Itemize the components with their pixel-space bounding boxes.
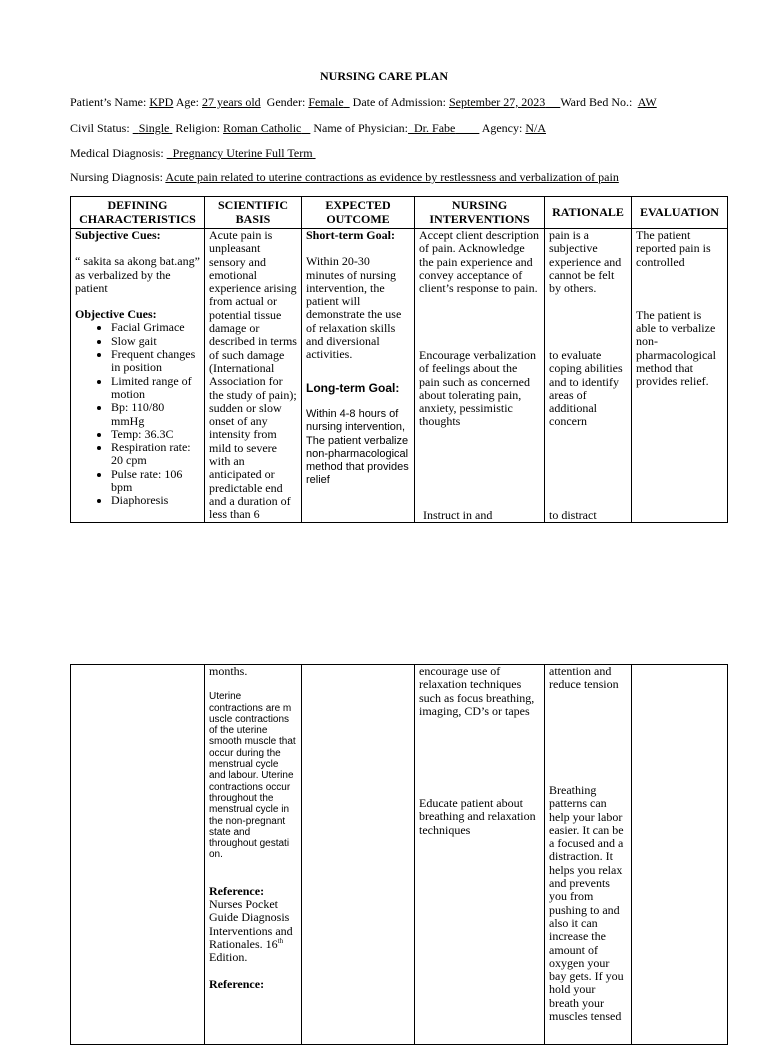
- defining-characteristics-cell-cont: [71, 665, 205, 1045]
- rationale-distract: to distract: [549, 508, 597, 522]
- civil-status-label: Civil Status:: [70, 121, 130, 135]
- rationale-cell: [545, 229, 632, 523]
- rationale-distract-cont: attention and reduce tension: [549, 664, 619, 692]
- rationale-cell-cont: [545, 665, 632, 1045]
- list-item: • Facial Grimace: [111, 321, 200, 334]
- reference-label-2: Reference:: [209, 976, 265, 991]
- nursing-diagnosis-value: Acute pain related to uterine contractions as evidence by restlessness and verbalization of pain: [165, 170, 619, 184]
- evaluation-cell-cont: [632, 665, 728, 1045]
- gender-label: Gender:: [266, 95, 306, 109]
- evaluation-pain-controlled: The patient reported pain is controlled: [636, 228, 711, 269]
- evaluation-cell: [632, 229, 728, 523]
- reference-text-main: Nurses Pocket Guide Diagnosis Interventions and Rationales. 16: [209, 897, 293, 951]
- reference-text: [209, 898, 297, 964]
- short-term-goal-label: Short-term Goal:: [306, 228, 395, 242]
- ward-label: Ward Bed No.:: [560, 95, 633, 109]
- list-item: • Frequent changes in position: [111, 348, 200, 375]
- civil-status-value: Single: [138, 121, 170, 135]
- document-title: NURSING CARE PLAN: [319, 69, 448, 83]
- subjective-cues-text: “ sakita sa akong bat.ang” as verbalized by the patient: [75, 254, 200, 295]
- nursing-diagnosis-line: [70, 170, 619, 185]
- nursing-interventions-cell-cont: [415, 665, 545, 1045]
- medical-diagnosis-value: Pregnancy Uterine Full Term: [172, 146, 313, 160]
- objective-cues-label: Objective Cues:: [75, 307, 157, 322]
- header-evaluation: EVALUATION: [632, 197, 728, 229]
- long-term-goal-label: Long-term Goal:: [306, 380, 400, 395]
- religion-value: Roman Catholic: [223, 121, 302, 135]
- medical-diagnosis-line: [70, 146, 316, 161]
- admission-value: September 27, 2023: [448, 95, 546, 109]
- subjective-cues-label: Subjective Cues:: [75, 228, 161, 242]
- defining-characteristics-cell: [71, 229, 205, 523]
- gender-value: Female: [308, 95, 344, 109]
- long-term-goal-text: Within 4-8 hours of nursing intervention, The patient verbalize non-pharmacological method that provides relief: [306, 407, 409, 487]
- list-item: • Respiration rate: 20 cpm: [111, 441, 200, 468]
- scientific-basis-text: Acute pain is unpleasant sensory and emotional experience arising from actual or potential tissue damage or described in terms of such damage (International Association for the study of pain); sudden or slow onset of any intensity from mild to severe with an anticipated or predictable end and a duration of less than 6: [209, 228, 297, 522]
- age-value: 27 years old: [202, 95, 261, 109]
- table-row: [71, 229, 728, 523]
- patient-info-line-1: [70, 95, 657, 110]
- header-defining-characteristics: DEFINING CHARACTERISTICS: [71, 197, 205, 229]
- list-item: • Pulse rate: 106 bpm: [111, 468, 200, 495]
- religion-label: Religion:: [175, 121, 221, 135]
- ward-value: AW: [637, 95, 657, 109]
- nursing-diagnosis-label: Nursing Diagnosis:: [70, 170, 163, 184]
- age-label: Age:: [175, 95, 200, 109]
- care-plan-table-continued: [70, 664, 728, 1045]
- objective-cues-list: [75, 321, 200, 507]
- scientific-basis-cell-cont: [205, 665, 302, 1045]
- uterine-contractions-text: Uterine contractions are m uscle contractions of the uterine smooth muscle that occur during the menstrual cycle and labour. Uterine contractions occur throughout the menstrual cycle in the non-pregnant state and throughout gestati on.: [209, 691, 296, 861]
- table-row: [71, 665, 728, 1045]
- intervention-encourage-verbalization: Encourage verbalization of feelings about the pain such as concerned about tolerating pain, anxiety, pessimistic thoughts: [419, 348, 536, 429]
- physician-label: Name of Physician:: [313, 121, 409, 135]
- patient-name-value: KPD: [149, 95, 174, 109]
- rationale-breathing-patterns: Breathing patterns can help your labor easier. It can be a focused and a distraction. It helps you relax and prevents you from pushing to and also it can increase the amount of oxygen your bay gets. If you hold your breath your muscles tensed: [549, 783, 624, 1024]
- patient-info-line-2: [70, 121, 546, 136]
- header-scientific-basis: SCIENTIFIC BASIS: [205, 197, 302, 229]
- nursing-interventions-cell: [415, 229, 545, 523]
- scientific-basis-text-cont: months.: [209, 664, 248, 678]
- list-item: • Slow gait: [111, 335, 200, 348]
- list-item: • Bp: 110/80 mmHg: [111, 401, 200, 428]
- evaluation-verbalize-method: The patient is able to verbalize non-pharmacological method that provides relief.: [636, 307, 716, 389]
- intervention-instruct-relaxation: Instruct in and: [423, 508, 493, 522]
- list-item: • Diaphoresis: [111, 494, 200, 507]
- care-plan-table: [70, 196, 728, 523]
- physician-value: Dr. Fabe: [414, 121, 456, 135]
- intervention-educate-breathing: Educate patient about breathing and relaxation techniques: [419, 796, 536, 837]
- intervention-accept-description: Accept client description of pain. Acknowledge the pain experience and convey acceptance of client’s response to pain.: [419, 228, 539, 296]
- scientific-basis-cell: [205, 229, 302, 523]
- expected-outcome-cell: [302, 229, 415, 523]
- header-rationale: RATIONALE: [545, 197, 632, 229]
- medical-diagnosis-label: Medical Diagnosis:: [70, 146, 164, 160]
- rationale-subjective-experience: pain is a subjective experience and cannot be felt by others.: [549, 228, 622, 296]
- agency-value: N/A: [525, 121, 547, 135]
- list-item: • Temp: 36.3C: [111, 428, 200, 441]
- rationale-evaluate-coping: to evaluate coping abilities and to identify areas of additional concern: [549, 348, 623, 429]
- header-expected-outcome: EXPECTED OUTCOME: [302, 197, 415, 229]
- header-nursing-interventions: NURSING INTERVENTIONS: [415, 197, 545, 229]
- reference-label: Reference:: [209, 883, 265, 898]
- admission-label: Date of Admission:: [352, 95, 446, 109]
- expected-outcome-cell-cont: [302, 665, 415, 1045]
- patient-name-label: Patient’s Name:: [70, 95, 147, 109]
- reference-superscript: th: [277, 936, 284, 945]
- reference-text-edition: Edition.: [209, 950, 248, 965]
- table-header-row: [71, 197, 728, 229]
- intervention-relaxation-cont: encourage use of relaxation techniques such as focus breathing, imaging, CD’s or tapes: [419, 664, 535, 718]
- agency-label: Agency:: [481, 121, 523, 135]
- list-item: • Limited range of motion: [111, 375, 200, 402]
- short-term-goal-text: Within 20-30 minutes of nursing intervention, the patient will demonstrate the use of relaxation skills and diversional activities.: [306, 254, 402, 362]
